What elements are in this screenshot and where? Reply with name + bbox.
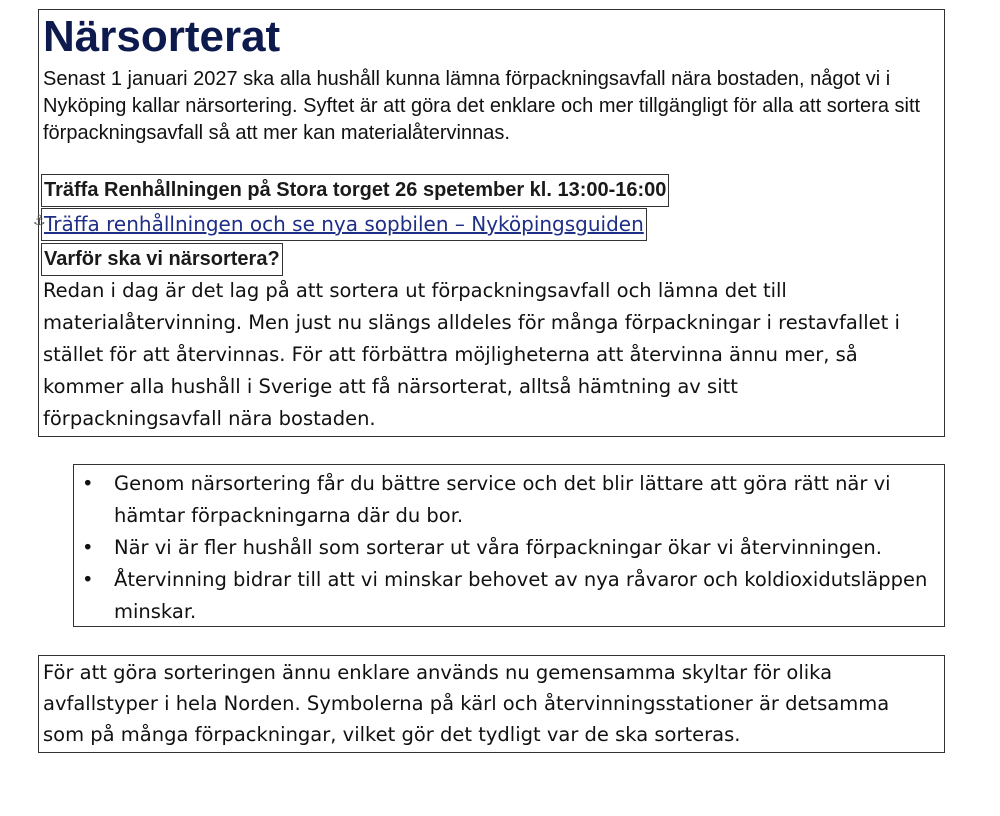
- anchor-icon: ⚓: [33, 213, 46, 229]
- benefits-list: [74, 468, 942, 628]
- bullet-icon: •: [82, 472, 94, 495]
- list-item-text: När vi är fler hushåll som sorterar ut våra förpackningar ökar vi återvinningen.: [114, 536, 882, 559]
- why-paragraph: Redan i dag är det lag på att sortera ut förpackningsavfall och lämna det till materialåtervinning. Men just nu slängs alldeles för många förpackningar i restavfallet i stället för att återvinnas. För att förbättra möjligheterna att återvinna ännu mer, så kommer alla hushåll i Sverige att få närsorterat, alltså hämtning av sitt förpackningsavfall nära bostaden.: [43, 279, 900, 430]
- list-item: [74, 468, 942, 532]
- bullet-icon: •: [82, 536, 94, 559]
- why-heading: Varför ska vi närsortera?: [41, 243, 283, 276]
- event-link[interactable]: Träffa renhållningen och se nya sopbilen – Nyköpingsguiden: [41, 208, 647, 241]
- intro-section: [33, 9, 945, 437]
- list-item: [74, 564, 942, 628]
- bullet-icon: •: [82, 568, 94, 591]
- page-title: Närsorterat: [43, 12, 281, 61]
- event-announcement: Träffa Renhållningen på Stora torget 26 spetember kl. 13:00-16:00: [41, 174, 669, 207]
- intro-paragraph: Senast 1 januari 2027 ska alla hushåll kunna lämna förpackningsavfall nära bostaden, något vi i Nyköping kallar närsortering. Syftet är att göra det enklare och mer tillgängligt för alla att sortera sitt förpackningsavfall så att mer kan materialåtervinnas.: [43, 68, 921, 144]
- closing-section: [38, 655, 945, 753]
- benefits-section: [73, 464, 945, 627]
- closing-paragraph: För att göra sorteringen ännu enklare används nu gemensamma skyltar för olika avfallstyper i hela Norden. Symbolerna på kärl och återvinningsstationer är detsamma som på många förpackningar, vilket gör det tydligt var de ska sorteras.: [43, 661, 890, 746]
- list-item: [74, 532, 942, 564]
- list-item-text: Återvinning bidrar till att vi minskar behovet av nya råvaror och koldioxidutsläppen minskar.: [114, 568, 928, 623]
- list-item-text: Genom närsortering får du bättre service och det blir lättare att göra rätt när vi hämtar förpackningarna där du bor.: [114, 472, 891, 527]
